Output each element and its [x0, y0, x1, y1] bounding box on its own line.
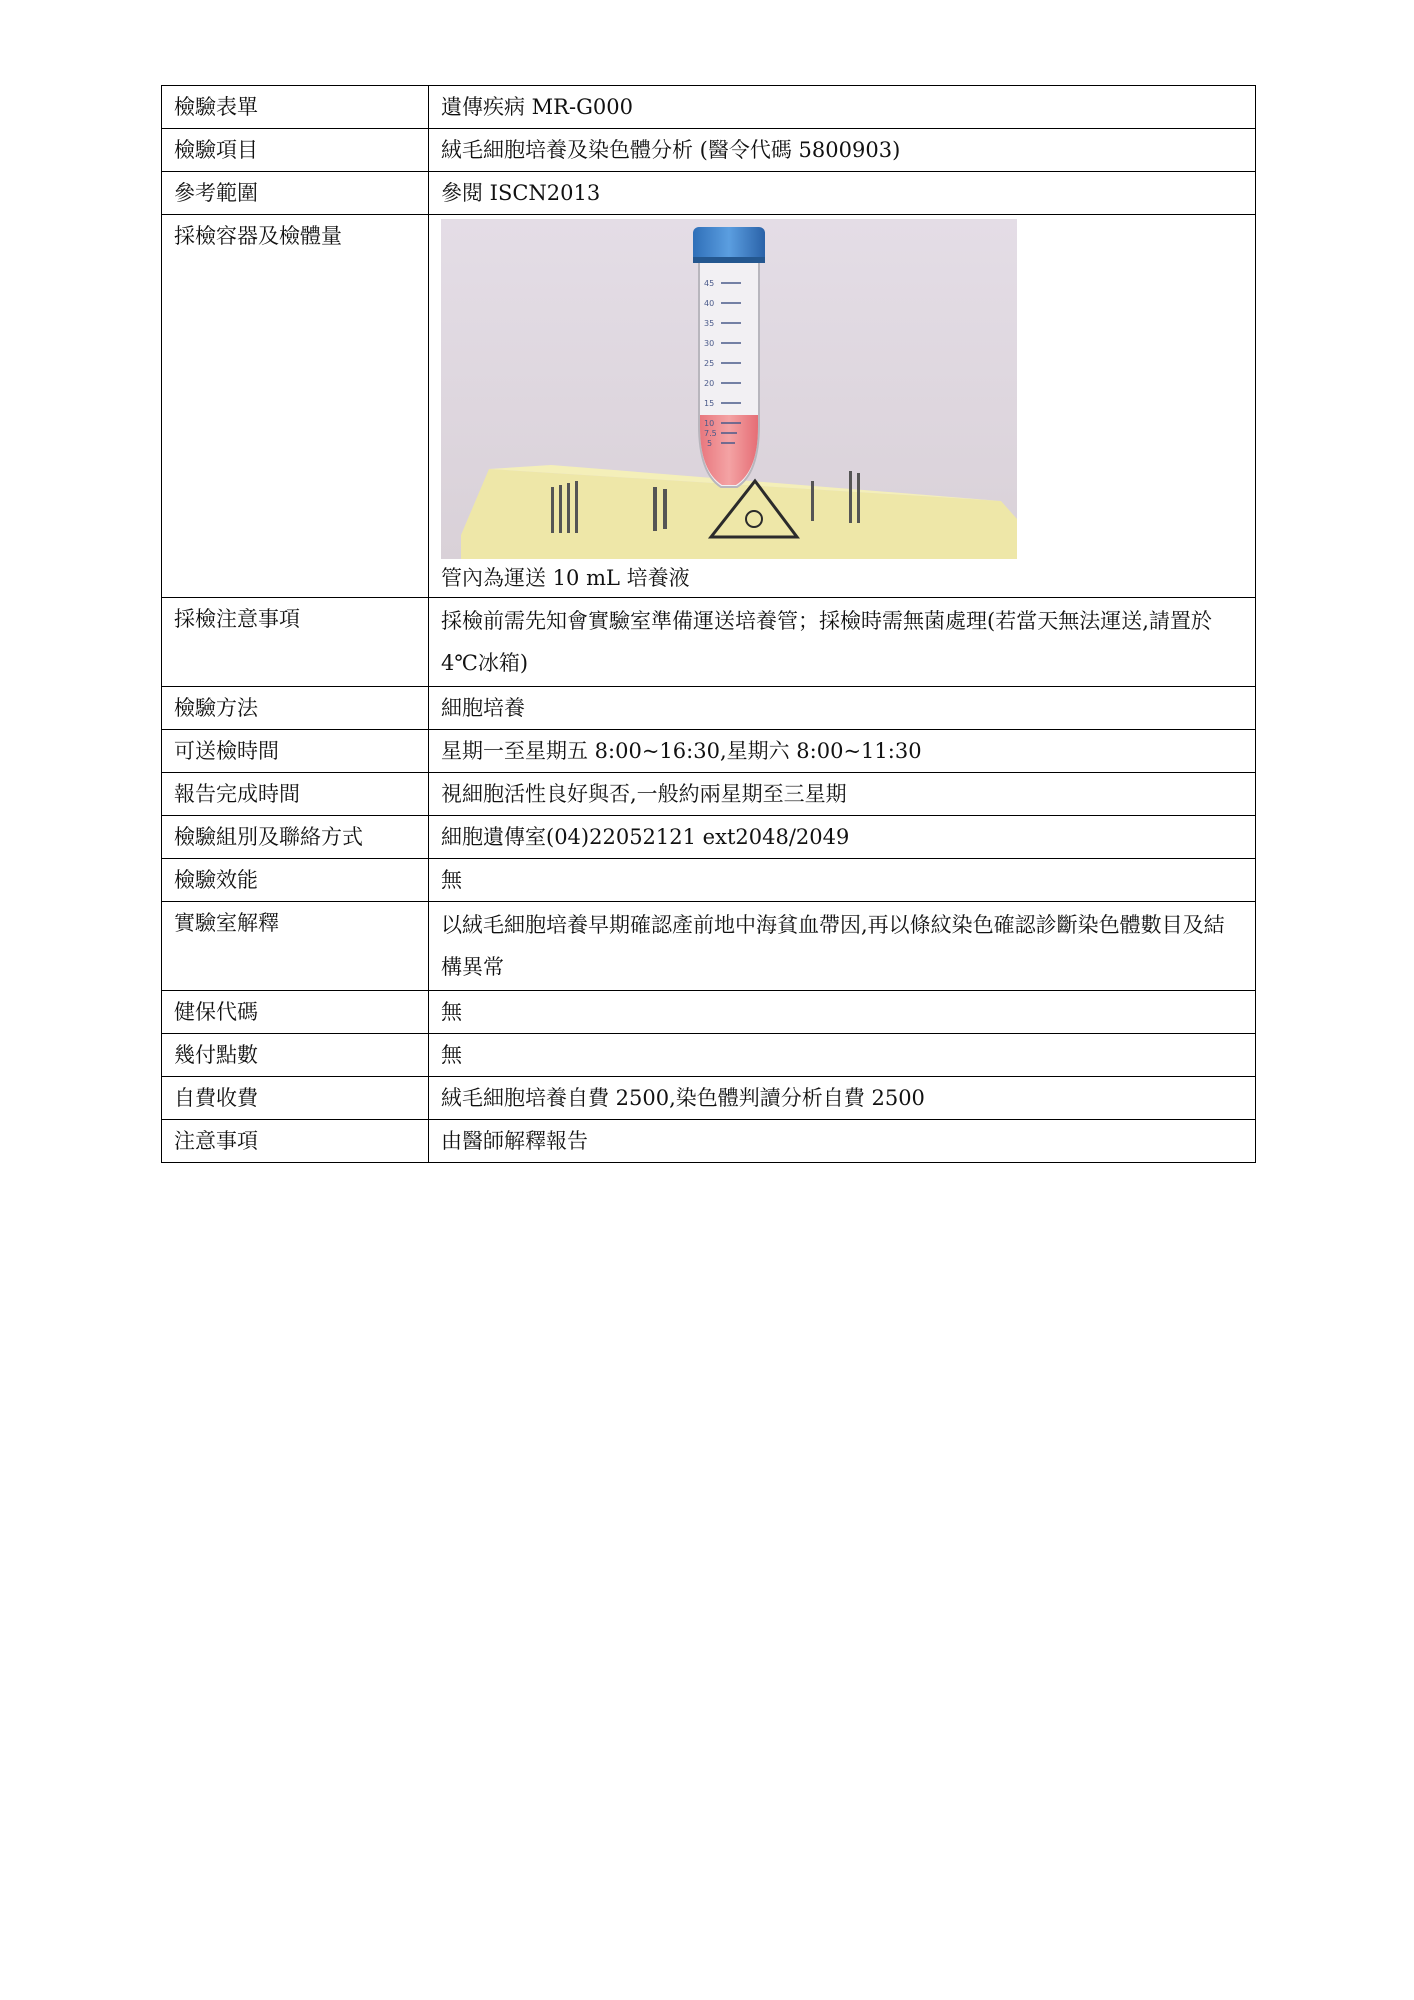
table-row	[162, 598, 1256, 687]
table-row	[162, 687, 1256, 730]
row-value: 無	[429, 991, 1256, 1034]
table-row	[162, 902, 1256, 991]
row-label: 自費收費	[162, 1077, 429, 1120]
tube-cap-rim	[693, 257, 765, 263]
table-row	[162, 730, 1256, 773]
row-value: 由醫師解釋報告	[429, 1120, 1256, 1163]
table-row	[162, 773, 1256, 816]
table-row	[162, 1120, 1256, 1163]
tube-mark-35: 35	[704, 319, 715, 328]
row-value: 採檢前需先知會實驗室準備運送培養管；採檢時需無菌處理(若當天無法運送,請置於 4℃冰箱)	[429, 598, 1256, 687]
row-value: 無	[429, 1034, 1256, 1077]
photo-cell	[429, 215, 1256, 598]
row-label: 報告完成時間	[162, 773, 429, 816]
row-value: 絨毛細胞培養自費 2500,染色體判讀分析自費 2500	[429, 1077, 1256, 1120]
tube-mark-40: 40	[704, 299, 715, 308]
row-label: 檢驗組別及聯絡方式	[162, 816, 429, 859]
row-label: 實驗室解釋	[162, 902, 429, 991]
row-value: 遺傳疾病 MR-G000	[429, 86, 1256, 129]
row-value: 無	[429, 859, 1256, 902]
row-label: 參考範圍	[162, 172, 429, 215]
row-value: 參閱 ISCN2013	[429, 172, 1256, 215]
row-label: 檢驗效能	[162, 859, 429, 902]
table-row	[162, 129, 1256, 172]
row-label: 可送檢時間	[162, 730, 429, 773]
table-row	[162, 86, 1256, 129]
table-row	[162, 1077, 1256, 1120]
row-label: 檢驗項目	[162, 129, 429, 172]
tube-mark-15: 15	[704, 399, 715, 408]
row-label: 健保代碼	[162, 991, 429, 1034]
table-row	[162, 859, 1256, 902]
row-value: 星期一至星期五 8:00~16:30,星期六 8:00~11:30	[429, 730, 1256, 773]
row-label: 注意事項	[162, 1120, 429, 1163]
row-label: 採檢容器及檢體量	[162, 215, 429, 598]
row-label: 幾付點數	[162, 1034, 429, 1077]
table-row	[162, 991, 1256, 1034]
table-row	[162, 215, 1256, 598]
row-value: 以絨毛細胞培養早期確認產前地中海貧血帶因,再以條紋染色確認診斷染色體數目及結構異常	[429, 902, 1256, 991]
exam-form-table	[161, 85, 1256, 1163]
row-value: 絨毛細胞培養及染色體分析 (醫令代碼 5800903)	[429, 129, 1256, 172]
specimen-tube-photo	[441, 219, 1017, 559]
tube-mark-30: 30	[704, 339, 715, 348]
row-label: 檢驗表單	[162, 86, 429, 129]
row-label: 採檢注意事項	[162, 598, 429, 687]
row-value: 細胞培養	[429, 687, 1256, 730]
tube-mark-20: 20	[704, 379, 715, 388]
tube-mark-5: 5	[707, 439, 713, 448]
photo-caption: 管內為運送 10 mL 培養液	[441, 566, 690, 590]
table-row	[162, 1034, 1256, 1077]
tube-mark-45: 45	[704, 279, 715, 288]
tube-mark-7-5: 7.5	[704, 429, 717, 438]
table-row	[162, 816, 1256, 859]
row-label: 檢驗方法	[162, 687, 429, 730]
row-value: 細胞遺傳室(04)22052121 ext2048/2049	[429, 816, 1256, 859]
tube-mark-25: 25	[704, 359, 715, 368]
table-row	[162, 172, 1256, 215]
row-value: 視細胞活性良好與否,一般約兩星期至三星期	[429, 773, 1256, 816]
tube-mark-10: 10	[704, 419, 715, 428]
